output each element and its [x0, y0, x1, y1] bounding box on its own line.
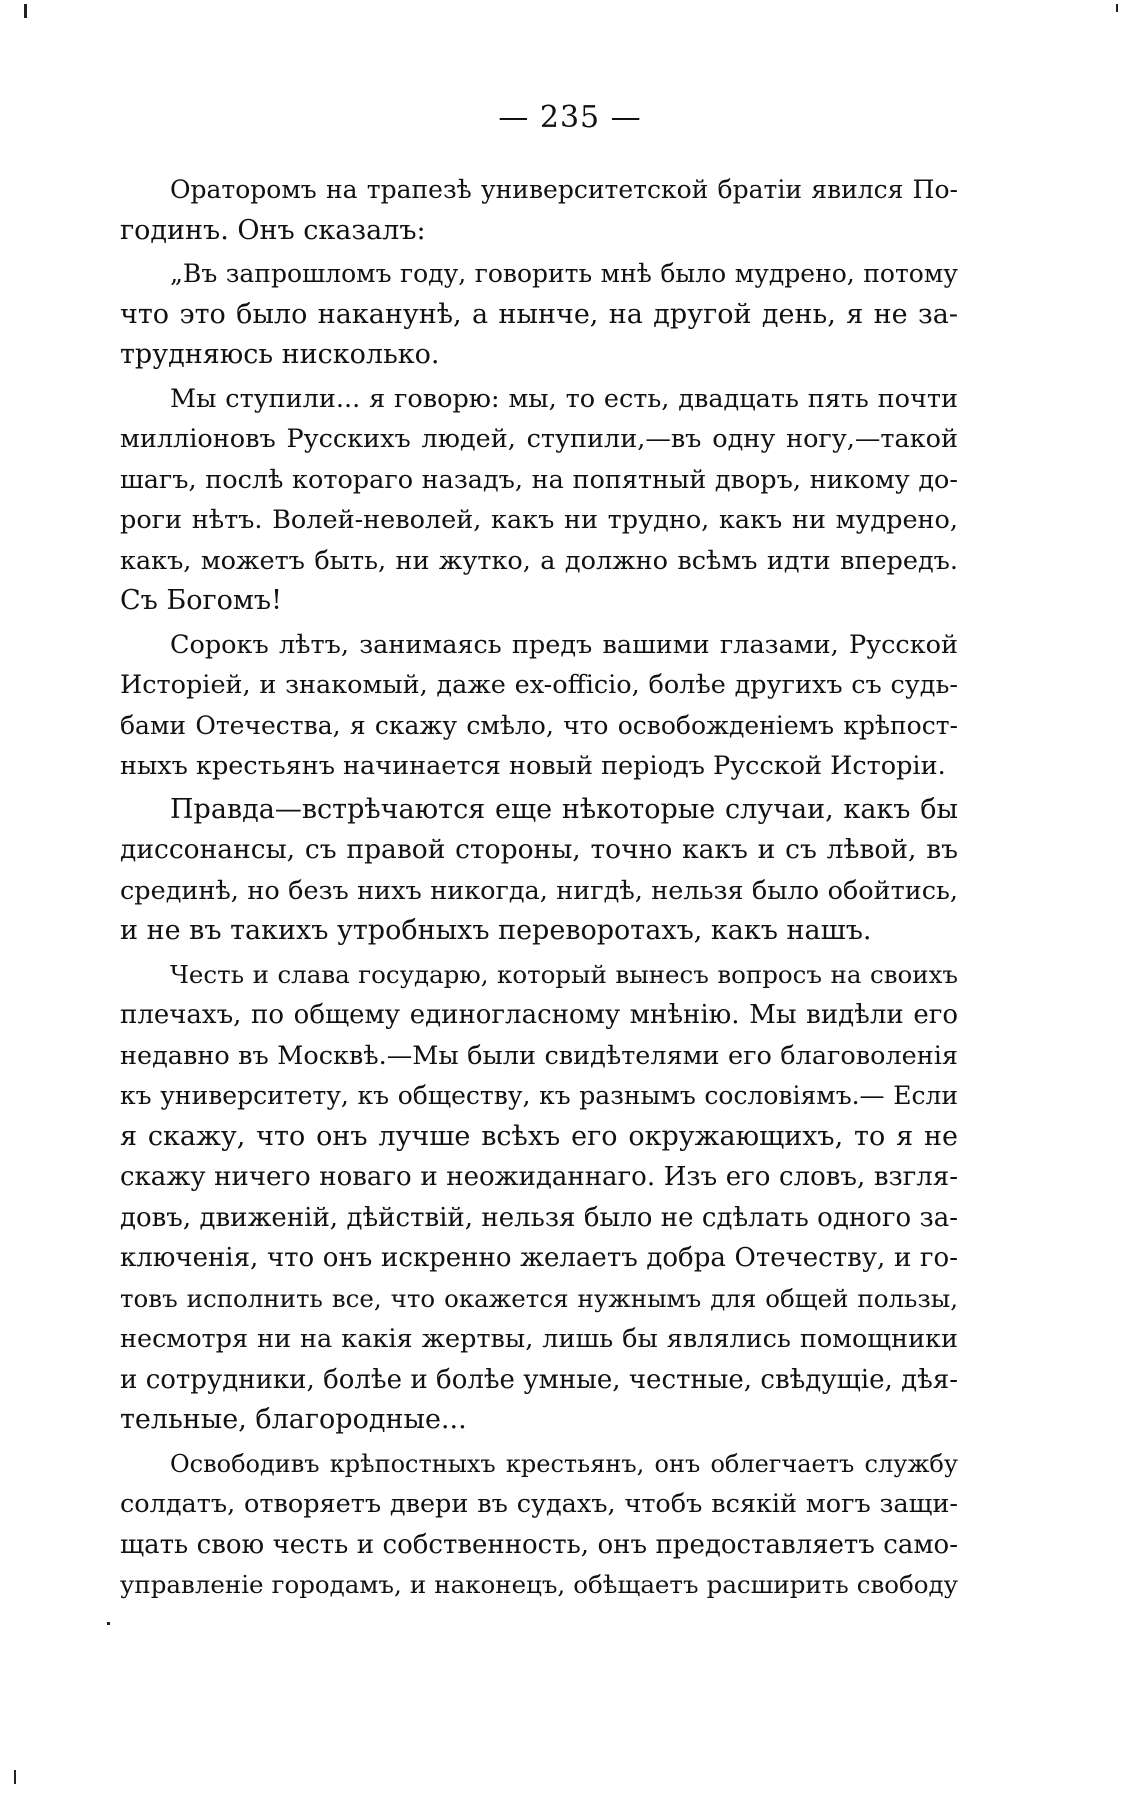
- text-line: Сорокъ лѣтъ, занимаясь предъ вашими глазами, Русской: [170, 629, 958, 660]
- scan-speck: [1116, 4, 1118, 12]
- text-line: бами Отечества, я скажу смѣло, что освобожденіемъ крѣпост-: [120, 710, 958, 740]
- text-line: срединѣ, но безъ нихъ никогда, нигдѣ, нельзя было обойтись,: [120, 875, 958, 906]
- text-line: милліоновъ Русскихъ людей, ступили,—въ одну ногу,—такой: [120, 424, 958, 454]
- text-line: управленіе городамъ, и наконецъ, обѣщаетъ расширить свободу: [120, 1570, 958, 1599]
- text-line: ключенія, что онъ искренно желаетъ добра Отечеству, и го-: [120, 1243, 958, 1273]
- text-line: къ университету, къ обществу, къ разнымъ сословіямъ.— Если: [120, 1081, 958, 1110]
- text-line: товъ исполнить все, что окажется нужнымъ для общей пользы,: [120, 1283, 958, 1313]
- text-line: Ораторомъ на трапезѣ университетской братіи явился По-: [170, 175, 958, 204]
- text-line: и сотрудники, болѣе и болѣе умные, честные, свѣдущіе, дѣя-: [120, 1364, 958, 1395]
- paragraph: [120, 625, 958, 787]
- text-line: что это было наканунѣ, а нынче, на другой день, я не за-: [120, 298, 958, 330]
- text-line: трудняюсь нисколько.: [120, 339, 440, 370]
- text-line: щать свою честь и собственность, онъ предоставляетъ само-: [120, 1529, 958, 1560]
- text-line: годинъ. Онъ сказалъ:: [120, 214, 426, 246]
- text-line: недавно въ Москвѣ.—Мы были свидѣтелями его благоволенія: [120, 1040, 958, 1071]
- text-line: Мы ступили... я говорю: мы, то есть, двадцать пять почти: [170, 383, 958, 414]
- text-line: диссонансы, съ правой стороны, точно какъ и съ лѣвой, въ: [120, 834, 958, 865]
- page-number: — 235 —: [498, 100, 642, 135]
- paragraph: [120, 379, 958, 622]
- text-line: и не въ такихъ утробныхъ переворотахъ, какъ нашъ.: [120, 915, 872, 946]
- paragraph: [120, 170, 958, 251]
- body-text: [120, 170, 958, 1609]
- paragraph: [120, 1444, 958, 1606]
- text-line: несмотря ни на какія жертвы, лишь бы являлись помощники: [120, 1324, 958, 1354]
- text-line: скажу ничего новаго и неожиданнаго. Изъ его словъ, взгля-: [120, 1162, 958, 1192]
- text-line: солдатъ, отворяетъ двери въ судахъ, чтобъ всякій могъ защи-: [120, 1489, 958, 1519]
- text-line: Правда—встрѣчаются еще нѣкоторые случаи, какъ бы: [170, 793, 958, 825]
- text-line: Честь и слава государю, который вынесъ вопросъ на своихъ: [170, 959, 958, 989]
- scan-speck: [24, 4, 27, 18]
- text-line: какъ, можетъ быть, ни жутко, а должно всѣмъ идти впередъ.: [120, 545, 958, 576]
- paragraph: [120, 790, 958, 952]
- text-line: „Въ запрошломъ году, говорить мнѣ было мудрено, потому: [170, 259, 958, 288]
- paragraph: [120, 955, 958, 1441]
- text-line: Освободивъ крѣпостныхъ крестьянъ, онъ облегчаетъ службу: [170, 1449, 958, 1478]
- scan-speck: [14, 1770, 16, 1784]
- text-line: роги нѣтъ. Волей-неволей, какъ ни трудно, какъ ни мудрено,: [120, 505, 958, 535]
- text-line: ныхъ крестьянъ начинается новый періодъ Русской Исторіи.: [120, 751, 946, 781]
- paragraph: [120, 254, 958, 376]
- text-line: довъ, движеній, дѣйствій, нельзя было не сдѣлать одного за-: [120, 1202, 958, 1233]
- scan-speck: [107, 1622, 110, 1625]
- text-line: плечахъ, по общему единогласному мнѣнію. Мы видѣли его: [120, 1000, 958, 1030]
- text-line: Исторіей, и знакомый, даже ex-officio, болѣе другихъ съ судь-: [120, 670, 958, 700]
- text-line: Съ Богомъ!: [120, 585, 282, 616]
- text-line: я скажу, что онъ лучше всѣхъ его окружающихъ, то я не: [120, 1120, 958, 1152]
- text-line: шагъ, послѣ котораго назадъ, на попятный дворъ, никому до-: [120, 464, 958, 495]
- text-line: тельные, благородные...: [120, 1404, 467, 1435]
